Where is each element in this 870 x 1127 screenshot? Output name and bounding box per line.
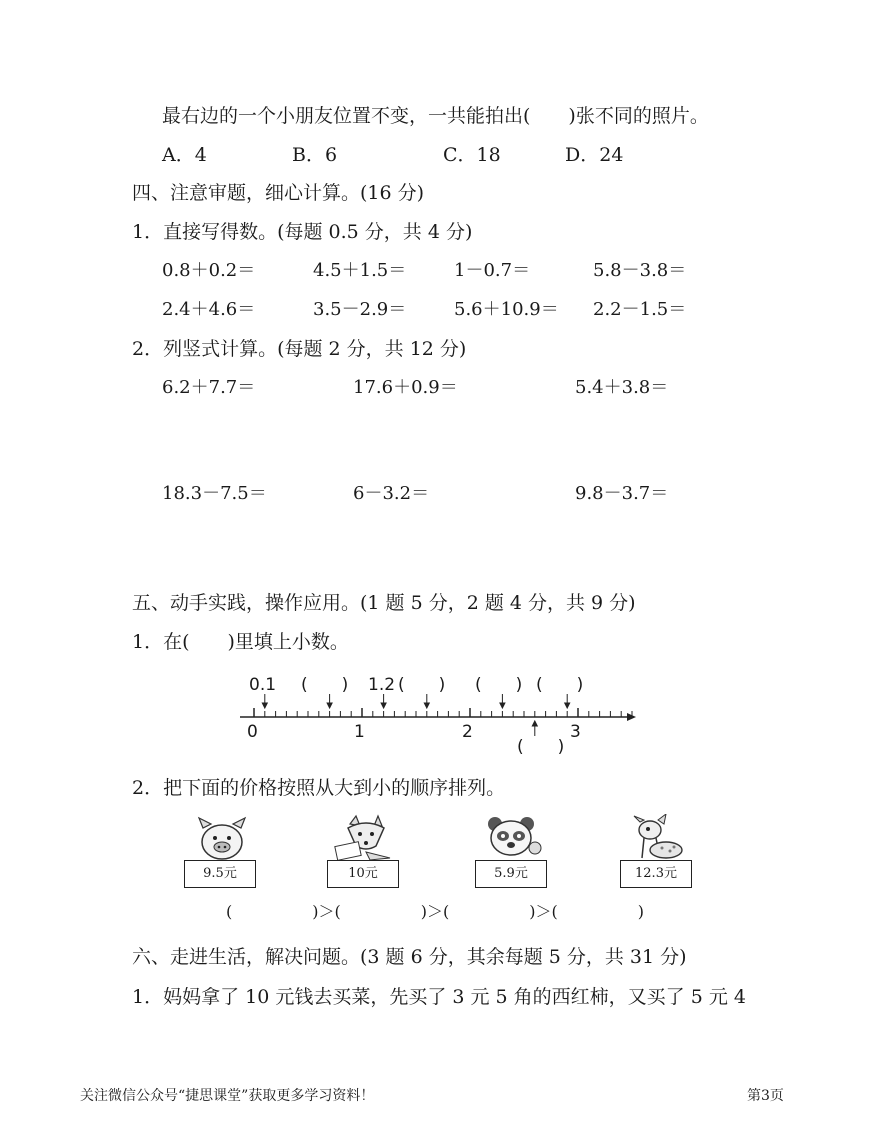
option-d: D．24 <box>565 144 624 166</box>
section5-q1-title: 1．在( )里填上小数。 <box>132 631 349 653</box>
panda-icon <box>477 814 547 862</box>
nl-top-blank: ( ) <box>301 675 349 695</box>
section6-title: 六、走进生活，解决问题。(3 题 6 分，其余每题 5 分，共 31 分) <box>132 946 687 968</box>
nl-top-label: 1.2 <box>368 675 396 695</box>
nl-bottom-blank: ( ) <box>517 737 565 757</box>
nl-axis-label: 1 <box>354 722 365 742</box>
price-tag: 12.3元 <box>620 860 692 888</box>
price-tag: 9.5元 <box>184 860 256 888</box>
vertical-calc-item: 6－3.2＝ <box>353 483 430 504</box>
q3-tail-text: 最右边的一个小朋友位置不变，一共能拍出( )张不同的照片。 <box>162 105 709 127</box>
fox-icon <box>330 814 400 862</box>
nl-top-blank: ( ) <box>475 675 523 695</box>
section6-q1-text: 1．妈妈拿了 10 元钱去买菜，先买了 3 元 5 角的西红柿，又买了 5 元 4 <box>132 986 746 1008</box>
section4-q2-title: 2．列竖式计算。(每题 2 分，共 12 分) <box>132 338 467 360</box>
vertical-calc-item: 6.2＋7.7＝ <box>162 377 256 398</box>
down-arrow-head <box>327 703 332 708</box>
section4-title: 四、注意审题，细心计算。(16 分) <box>132 182 425 204</box>
vertical-calc-item: 9.8－3.7＝ <box>575 483 669 504</box>
down-arrow-head <box>262 703 267 708</box>
down-arrow-head <box>424 703 429 708</box>
calc-item: 5.6＋10.9＝ <box>454 299 559 320</box>
calc-item: 4.5＋1.5＝ <box>313 260 407 281</box>
calc-item: 2.4＋4.6＝ <box>162 299 256 320</box>
down-arrow-head <box>565 703 570 708</box>
footer-note: 关注微信公众号“捷思课堂”获取更多学习资料！ <box>80 1088 375 1104</box>
option-c: C．18 <box>443 144 501 166</box>
vertical-calc-item: 17.6＋0.9＝ <box>353 377 458 398</box>
vertical-calc-item: 18.3－7.5＝ <box>162 483 267 504</box>
calc-item: 5.8－3.8＝ <box>593 260 687 281</box>
option-a: A．4 <box>162 144 207 166</box>
deer-icon <box>622 814 692 862</box>
nl-top-blank: ( ) <box>398 675 446 695</box>
nl-axis-label: 2 <box>462 722 473 742</box>
up-arrow-head <box>532 721 537 726</box>
section4-q1-title: 1．直接写得数。(每题 0.5 分，共 4 分) <box>132 221 473 243</box>
calc-item: 0.8＋0.2＝ <box>162 260 256 281</box>
option-b: B．6 <box>292 144 338 166</box>
number-line-figure <box>232 670 642 760</box>
pig-icon <box>187 814 257 862</box>
calc-item: 3.5－2.9＝ <box>313 299 407 320</box>
down-arrow-head <box>381 703 386 708</box>
nl-axis-label: 3 <box>570 722 581 742</box>
down-arrow-head <box>500 703 505 708</box>
price-tag: 5.9元 <box>475 860 547 888</box>
order-answer-line: ( )＞( )＞( )＞( ) <box>226 902 644 921</box>
calc-item: 2.2－1.5＝ <box>593 299 687 320</box>
nl-top-blank: ( ) <box>536 675 584 695</box>
section5-q2-title: 2．把下面的价格按照从大到小的顺序排列。 <box>132 777 506 799</box>
page-number: 第3页 <box>747 1088 784 1104</box>
section5-title: 五、动手实践，操作应用。(1 题 5 分，2 题 4 分，共 9 分) <box>132 592 636 614</box>
price-tag: 10元 <box>327 860 399 888</box>
vertical-calc-item: 5.4＋3.8＝ <box>575 377 669 398</box>
calc-item: 1－0.7＝ <box>454 260 531 281</box>
nl-axis-label: 0 <box>247 722 258 742</box>
nl-top-label: 0.1 <box>249 675 277 695</box>
